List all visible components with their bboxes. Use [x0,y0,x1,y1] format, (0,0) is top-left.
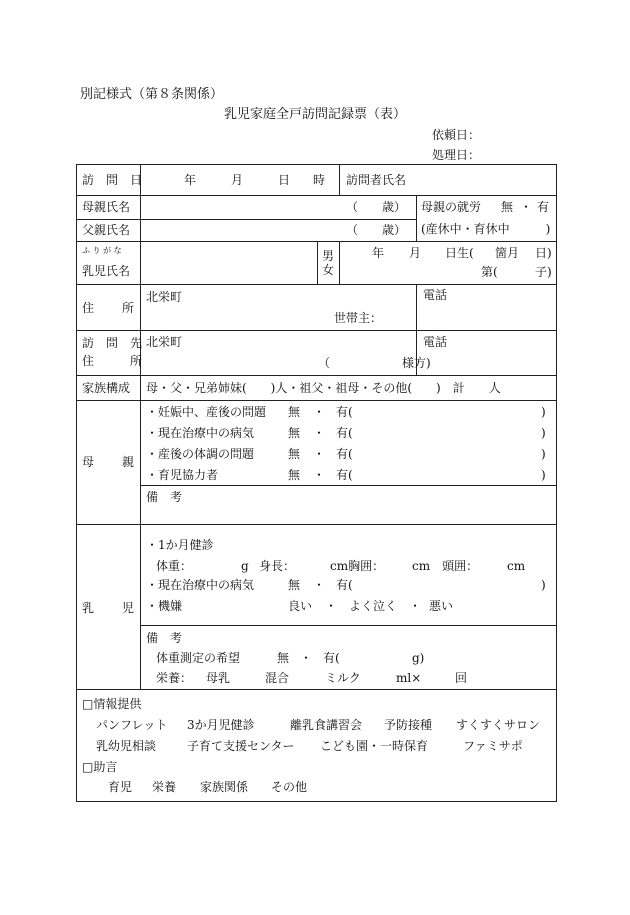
nutrition-label: 栄養： [156,671,193,685]
yes-option[interactable]: 有( [336,405,353,419]
formula-times-field[interactable]: 回 [455,671,468,685]
mood-good-option[interactable]: 良い [288,599,313,613]
close-paren: ) [541,578,546,592]
nutrition-formula-option[interactable]: ミルク [325,671,361,685]
form-number-label: 別記様式（第８条関係） [80,87,224,102]
height-unit-chest-label[interactable]: cm胸囲： [330,559,385,573]
mother-work-yes-option[interactable]: 有 [537,200,550,214]
address-label-2: 所 [122,301,135,315]
formula-ml-field[interactable]: ml× [396,671,422,685]
weigh-none-option[interactable]: 無 [277,651,290,665]
separator-dot: ・ [409,599,422,613]
birth-day-field[interactable]: 日生( [445,246,474,260]
separator-dot: ・ [313,468,326,482]
mother-leave-field[interactable]: (産休中・育休中 ) [421,222,551,236]
separator-dot: ・ [313,578,326,592]
householder-field[interactable]: 世帯主： [334,311,383,325]
separator-dot: ・ [313,426,326,440]
mother-section-label-1: 母 [82,455,95,469]
none-option[interactable]: 無 [288,405,301,419]
birth-year-field[interactable]: 年 [372,246,385,260]
info-option-salon[interactable]: すくすくサロン [456,718,541,732]
weight-label: 体重： [156,559,193,573]
advice-option-childcare[interactable]: 育児 [108,780,133,794]
visitor-name-label: 訪問者氏名 [346,173,407,187]
close-paren: ) [541,468,546,482]
address-phone-field[interactable]: 電話 [423,288,448,302]
info-option-3month-checkup[interactable]: 3か月児健診 [187,718,255,732]
page-title: 乳児家庭全戸訪問記録票（表） [224,107,407,122]
visit-address-label-1: 訪 問 先 [82,336,143,350]
age-months-field[interactable]: 箇月 [495,246,520,260]
mother-section-label-2: 親 [122,455,135,469]
infant-section-label-1: 乳 [82,601,95,615]
none-option[interactable]: 無 [288,447,301,461]
list-item: ・妊娠中、産後の問題 [146,405,267,419]
yes-option[interactable]: 有( [336,426,353,440]
process-date-field[interactable]: 処理日： [432,148,481,162]
close-paren: ) [541,426,546,440]
separator-dot: ・ [313,405,326,419]
infant-section-label-2: 児 [122,601,135,615]
father-name-label: 父親氏名 [82,223,131,237]
mother-remarks-label: 備 考 [146,490,183,504]
sex-male-option[interactable]: 男 [322,249,335,263]
head-unit[interactable]: cm [507,559,526,573]
visit-year-field[interactable]: 年 [184,173,197,187]
list-item: ・現在治療中の病気 [146,426,255,440]
advice-heading: □助言 [82,760,118,774]
address-town[interactable]: 北栄町 [146,290,183,304]
info-option-support-center[interactable]: 子育て支援センター [187,739,295,753]
mother-age-field[interactable]: （ 歳） [346,200,407,214]
sex-female-option[interactable]: 女 [322,263,335,277]
close-paren: ) [541,405,546,419]
birth-order-field[interactable]: 第( [481,265,498,279]
list-item: ・機嫌 [146,599,183,613]
chest-unit-head-label[interactable]: cm 頭囲： [412,559,479,573]
separator-dot: ・ [300,651,313,665]
info-option-vaccination[interactable]: 予防接種 [384,718,433,732]
nutrition-breast-option[interactable]: 母乳 [206,671,231,685]
address-label-1: 住 [82,301,95,315]
mood-bad-option[interactable]: 悪い [429,599,454,613]
weigh-unit: g) [412,651,425,665]
furigana-label: ふ り が な [82,246,122,255]
advice-option-family[interactable]: 家族関係 [200,780,249,794]
list-item: ・産後の体調の問題 [146,447,255,461]
info-option-nursery[interactable]: こども園・一時保育 [320,739,429,753]
height-label: 身長： [259,559,296,573]
weigh-wish-label: 体重測定の希望 [156,651,241,665]
separator-dot: ・ [325,599,338,613]
close-paren: ) [541,447,546,461]
list-item: ・現在治療中の病気 [146,578,255,592]
request-date-field[interactable]: 依頼日： [432,128,481,142]
none-option[interactable]: 無 [288,426,301,440]
separator-dot: ・ [520,200,533,214]
weight-unit[interactable]: g [241,559,249,573]
age-days-field[interactable]: 日) [535,246,552,260]
visit-address-phone-field[interactable]: 電話 [423,335,448,349]
visit-month-field[interactable]: 月 [231,173,244,187]
mood-cry-option[interactable]: よく泣く [349,599,398,613]
care-of-field[interactable]: （ 様方) [318,356,431,370]
info-heading: □情報提供 [82,697,142,711]
info-option-weaning-class[interactable]: 離乳食講習会 [290,718,363,732]
visit-address-label-2: 住 所 [82,354,143,368]
info-option-pamphlet[interactable]: パンフレット [96,718,168,732]
advice-option-nutrition[interactable]: 栄養 [152,780,177,794]
birth-order-end: 子) [535,265,552,279]
advice-option-other[interactable]: その他 [271,780,308,794]
visit-day-field[interactable]: 日 [278,173,291,187]
family-composition-field[interactable]: 母・父・兄弟姉妹( )人・祖父・祖母・その他( ) 計 人 [146,381,501,395]
none-option[interactable]: 無 [288,468,301,482]
none-option[interactable]: 無 [288,578,301,592]
info-option-consultation[interactable]: 乳幼児相談 [96,739,157,753]
mother-name-label: 母親氏名 [82,200,131,214]
mother-work-none-option[interactable]: 無 [501,200,514,214]
family-label: 家族構成 [82,381,131,395]
separator-dot: ・ [313,447,326,461]
father-age-field[interactable]: （ 歳） [346,223,407,237]
visit-date-label: 訪 問 日 [82,173,143,187]
visit-address-town[interactable]: 北栄町 [146,335,183,349]
weigh-yes-option[interactable]: 有( [323,651,340,665]
infant-name-label: 乳児氏名 [82,264,131,278]
mother-work-label: 母親の就労 [421,200,482,214]
nutrition-mixed-option[interactable]: 混合 [265,671,290,685]
yes-option[interactable]: 有( [336,578,353,592]
yes-option[interactable]: 有( [336,447,353,461]
list-item: ・育児協力者 [146,468,219,482]
infant-remarks-label: 備 考 [146,631,183,645]
birth-month-field[interactable]: 月 [409,246,422,260]
info-option-famisapo[interactable]: ファミサポ [463,739,523,753]
checkup-heading: ・1か月健診 [146,538,214,552]
yes-option[interactable]: 有( [336,468,353,482]
visit-hour-field[interactable]: 時 [313,173,326,187]
